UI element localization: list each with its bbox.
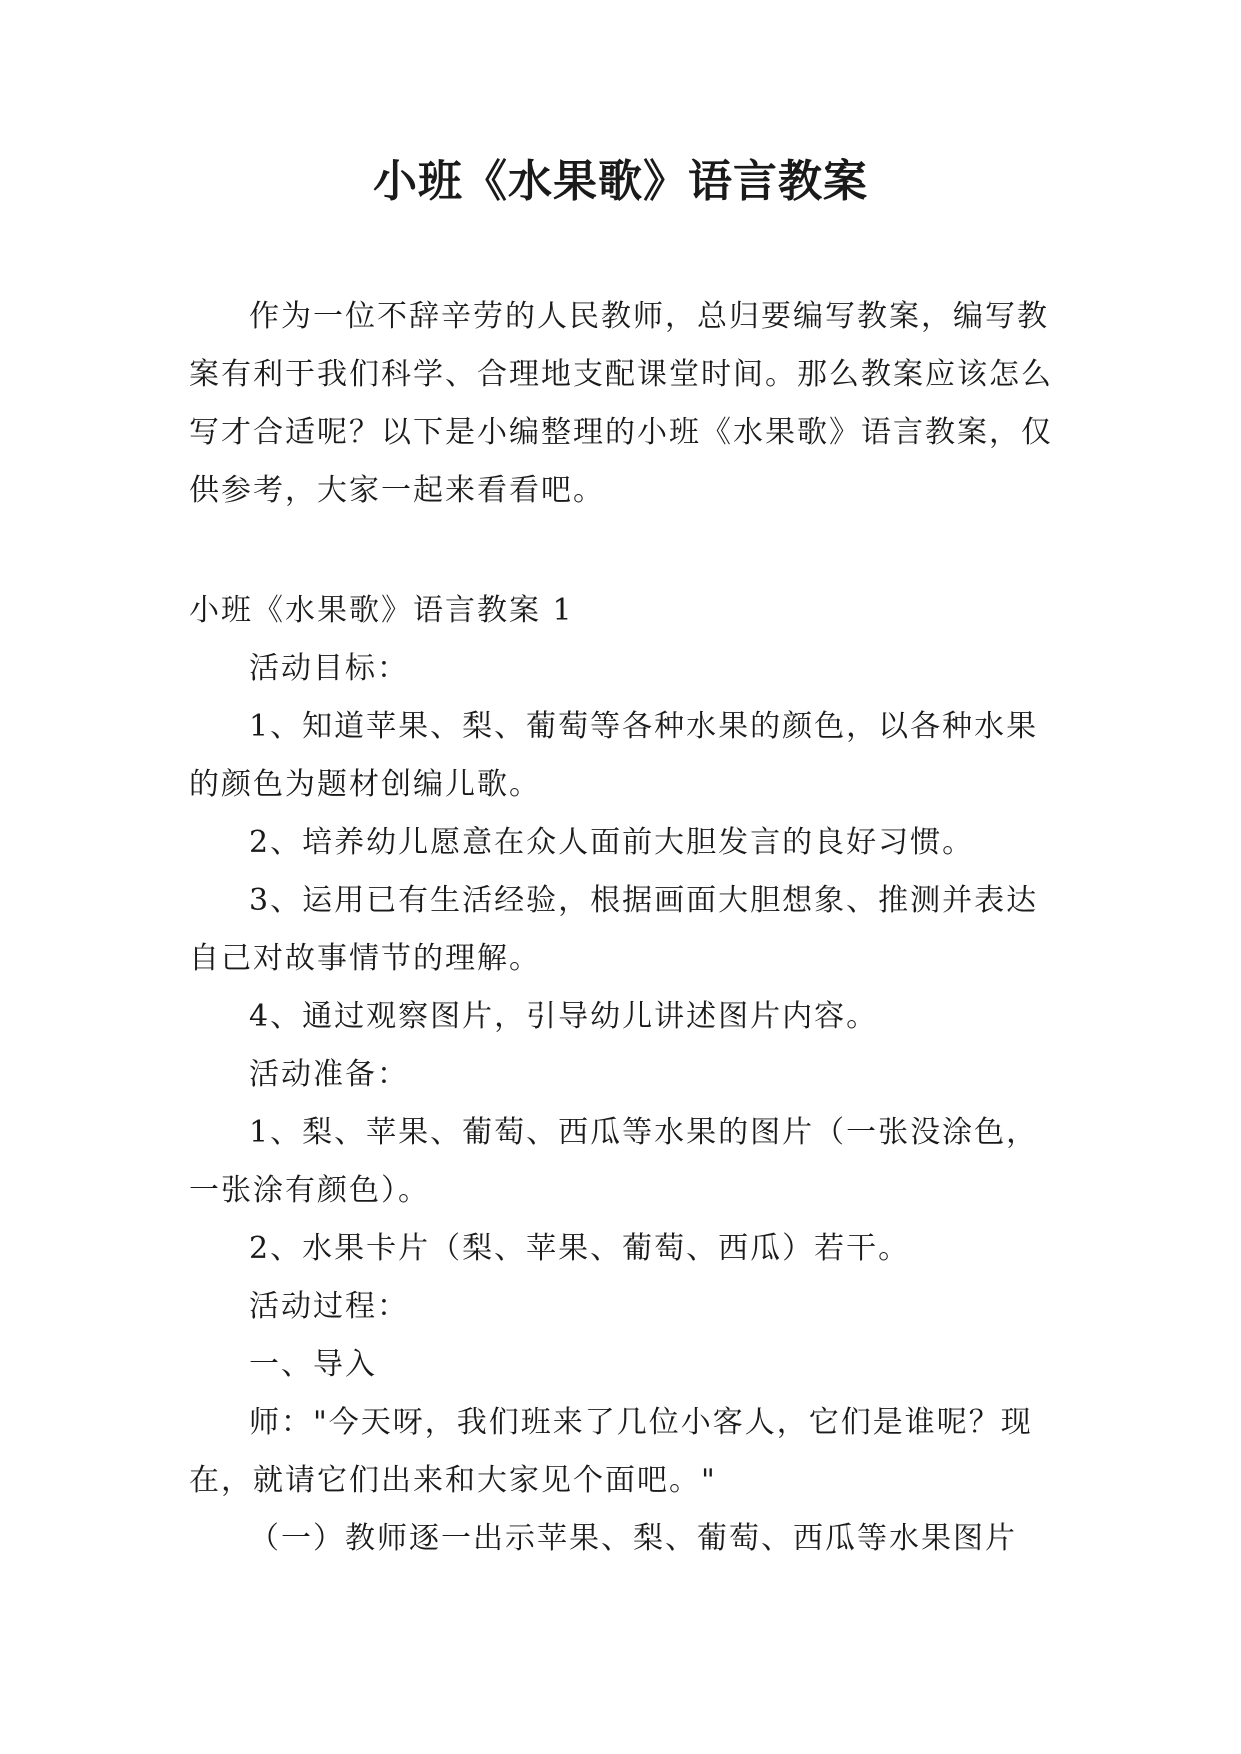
process-substep: （一）教师逐一出示苹果、梨、葡萄、西瓜等水果图片: [249, 1521, 1017, 1556]
goal-item: 2、培养幼儿愿意在众人面前大胆发言的良好习惯。: [249, 825, 975, 860]
document-body: [189, 288, 1055, 1568]
goal-item: 1、知道苹果、梨、葡萄等各种水果的颜色，以各种水果的颜色为题材创编儿歌。: [189, 709, 1039, 802]
goals-heading: 活动目标：: [249, 651, 409, 686]
prep-heading: 活动准备：: [249, 1057, 409, 1092]
document-title: 小班《水果歌》语言教案: [373, 156, 868, 207]
goal-item: 4、通过观察图片，引导幼儿讲述图片内容。: [249, 999, 879, 1034]
goal-item: 3、运用已有生活经验，根据画面大胆想象、推测并表达自己对故事情节的理解。: [189, 883, 1039, 976]
intro-paragraph: 作为一位不辞辛劳的人民教师，总归要编写教案，编写教案有利于我们科学、合理地支配课堂时间。那么教案应该怎么写才合适呢？以下是小编整理的小班《水果歌》语言教案，仅供参考，大家一起来看看吧。: [189, 299, 1053, 508]
process-heading: 活动过程：: [249, 1289, 409, 1324]
prep-item: 2、水果卡片（梨、苹果、葡萄、西瓜）若干。: [249, 1231, 911, 1266]
prep-item: 1、梨、苹果、葡萄、西瓜等水果的图片（一张没涂色，一张涂有颜色）。: [189, 1115, 1039, 1208]
process-step: 一、导入: [249, 1347, 377, 1382]
teacher-dialogue: 师："今天呀，我们班来了几位小客人，它们是谁呢？现在，就请它们出来和大家见个面吧。": [189, 1405, 1033, 1498]
section-heading: 小班《水果歌》语言教案 1: [189, 593, 574, 628]
